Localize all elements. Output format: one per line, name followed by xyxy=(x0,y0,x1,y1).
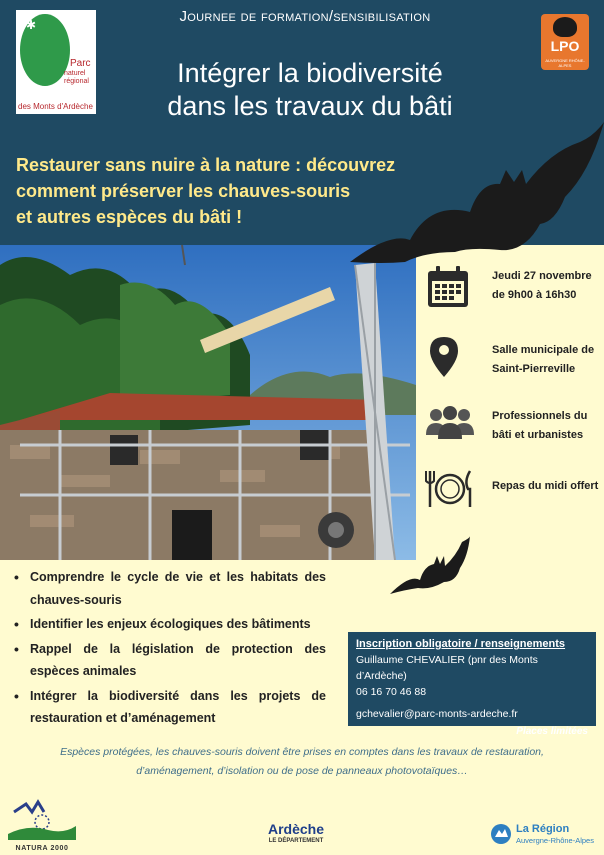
program-item: • Comprendre le cycle de vie et les habitats des chauves-souris xyxy=(14,566,326,611)
title-line-2: dans les travaux du bâti xyxy=(167,91,453,121)
title-line-1: Intégrer la biodiversité xyxy=(177,58,443,88)
parc-logo-region: des Monts d'Ardèche xyxy=(18,102,93,111)
bird-icon xyxy=(553,17,577,37)
info-date-text xyxy=(492,267,604,305)
bat-silhouette-small xyxy=(390,536,470,596)
places-limited: Places limitées xyxy=(516,726,588,737)
region-logo-text: La Région xyxy=(516,823,570,835)
registration-box xyxy=(348,632,596,737)
parc-logo-name: Parc xyxy=(70,58,91,69)
parc-logo xyxy=(16,10,96,114)
date-line-1: Jeudi 27 novembre xyxy=(492,270,592,282)
parc-logo-sub: naturel régional xyxy=(64,70,89,85)
footer-line-2: d’aménagement, d’isolation ou de pose de panneaux photovotaïques… xyxy=(136,765,468,777)
contact-phone[interactable]: 06 16 70 46 88 xyxy=(356,686,427,698)
lpo-logo-sub: AUVERGNE RHÔNE-ALPES xyxy=(545,58,585,68)
footer-line-1: Espèces protégées, les chauves-souris doivent être prises en comptes dans les travaux de restauration, xyxy=(60,746,544,758)
info-place-text xyxy=(492,341,604,379)
contact-name: Guillaume CHEVALIER (pnr des Monts d’Ardèche) xyxy=(356,654,538,682)
program-item: • Intégrer la biodiversité dans les projets de restauration et d’aménagement xyxy=(14,685,326,730)
event-info-panel xyxy=(416,245,604,560)
region-logo-sub: Auvergne-Rhône-Alpes xyxy=(516,836,594,845)
audience-line-2: bâti et urbanistes xyxy=(492,429,584,441)
place-line-1: Salle municipale de xyxy=(492,344,595,356)
ardeche-logo-text: Ardèche xyxy=(267,821,325,837)
building-photo-illustration xyxy=(0,245,416,560)
natura-2000-text: NATURA 2000 xyxy=(15,845,69,852)
group-people-icon xyxy=(424,401,476,445)
place-line-2: Saint-Pierreville xyxy=(492,363,576,375)
registration-title: Inscription obligatoire / renseignements xyxy=(356,638,566,650)
date-line-2: de 9h00 à 16h30 xyxy=(492,289,577,301)
event-kicker: Journee de formation/sensibilisation xyxy=(179,8,431,25)
building-photo xyxy=(0,245,416,560)
contact-email[interactable]: gchevalier@parc-monts-ardeche.fr xyxy=(356,708,518,720)
lpo-logo xyxy=(541,14,589,70)
region-emblem-icon xyxy=(490,823,512,845)
natura-2000-logo xyxy=(8,798,76,850)
subtitle-line-3: et autres espèces du bâti ! xyxy=(16,207,243,227)
program-item: • Rappel de la législation de protection des espèces animales xyxy=(14,638,326,683)
ardeche-logo-sub: LE DÉPARTEMENT xyxy=(268,838,324,844)
plate-cutlery-icon xyxy=(424,467,476,511)
footer-note xyxy=(20,743,584,781)
info-audience-text xyxy=(492,407,604,445)
subtitle-line-2: comment préserver les chauves-souris xyxy=(16,181,351,201)
calendar-icon xyxy=(424,265,476,309)
region-logo xyxy=(490,820,596,850)
program-list xyxy=(14,566,326,732)
natura-2000-emblem xyxy=(8,798,76,840)
lpo-logo-text: LPO xyxy=(550,38,580,54)
subtitle-line-1: Restaurer sans nuire à la nature : découvrez xyxy=(16,155,396,175)
audience-line-1: Professionnels du xyxy=(492,410,588,422)
program-item: • Identifier les enjeux écologiques des bâtiments xyxy=(14,613,326,636)
ardeche-logo xyxy=(256,822,336,852)
info-meal-text: Repas du midi offert xyxy=(492,480,599,492)
location-pin-icon xyxy=(424,335,476,379)
flower-icon: ✱ xyxy=(26,18,37,32)
